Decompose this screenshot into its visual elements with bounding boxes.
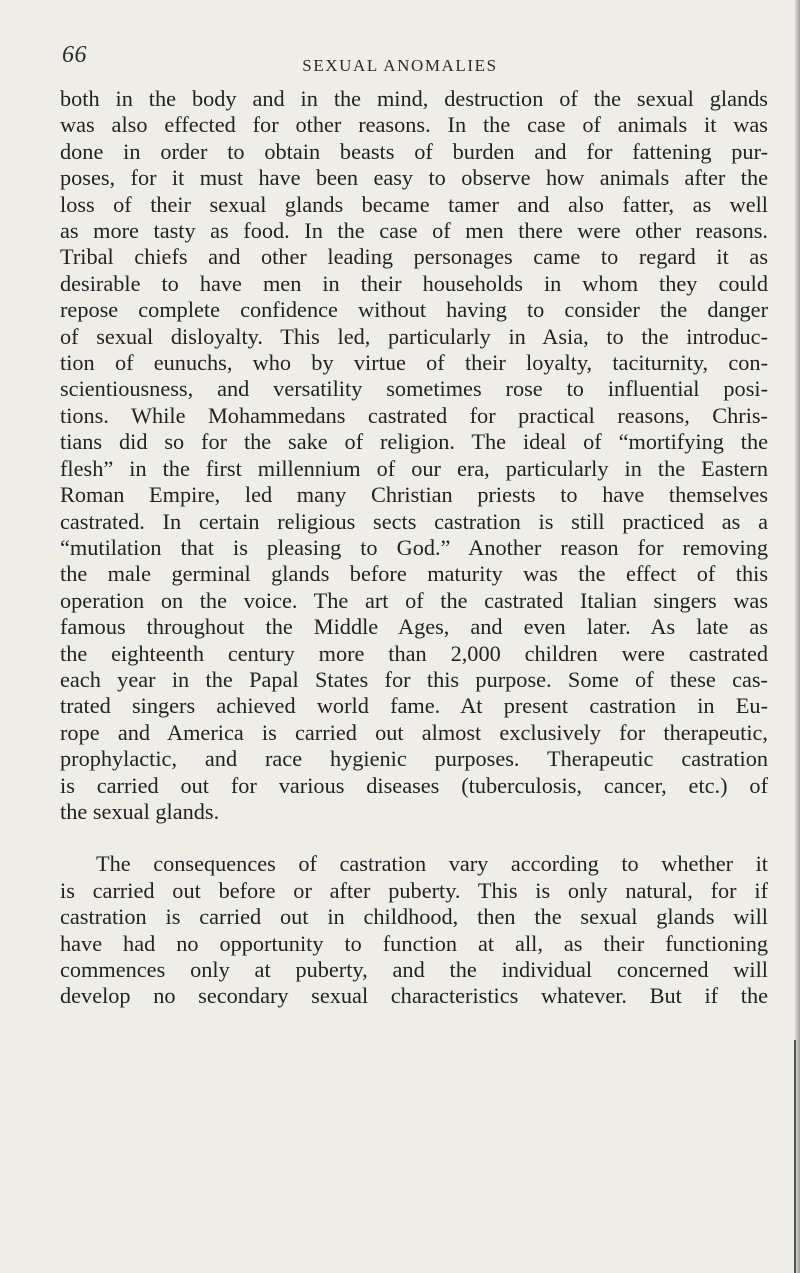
text-line: have had no opportunity to function at all, as their functioning [60, 930, 768, 956]
page-number: 66 [62, 42, 87, 68]
text-line: tion of eunuchs, who by virtue of their loyalty, taciturnity, con- [60, 350, 768, 376]
text-line: each year in the Papal States for this purpose. Some of these cas- [60, 666, 768, 692]
text-line: castration is carried out in childhood, then the sexual glands will [60, 904, 768, 930]
text-line: desirable to have men in their households in whom they could [60, 270, 768, 296]
text-line: the sexual glands. [60, 798, 220, 824]
text-line: castrated. In certain religious sects castration is still practiced as a [60, 508, 768, 534]
text-line: of sexual disloyalty. This led, particularly in Asia, to the introduc- [60, 323, 768, 349]
text-line: loss of their sexual glands became tamer and also fatter, as well [60, 191, 768, 217]
text-line: repose complete confidence without having to consider the danger [60, 297, 768, 323]
text-line: commences only at puberty, and the individual concerned will [60, 957, 768, 982]
running-head: SEXUAL ANOMALIES [302, 56, 498, 75]
text-line: is carried out before or after puberty. This is only natural, for if [60, 877, 768, 903]
text-line: was also effected for other reasons. In the case of animals it was [60, 112, 768, 138]
text-line: “mutilation that is pleasing to God.” Another reason for removing [60, 534, 768, 560]
text-line: flesh” in the first millennium of our era, particularly in the Eastern [60, 455, 768, 481]
text-line: the male germinal glands before maturity was the effect of this [60, 561, 768, 587]
text-line: as more tasty as food. In the case of men there were other reasons. [60, 218, 768, 244]
text-line: operation on the voice. The art of the castrated Italian singers was [60, 587, 768, 613]
body-text [60, 86, 768, 1010]
text-line: Tribal chiefs and other leading personages came to regard it as [60, 244, 768, 270]
text-line: The consequences of castration vary according to whether it [96, 851, 768, 877]
text-line: famous throughout the Middle Ages, and even later. As late as [60, 614, 768, 640]
text-line: develop no secondary sexual characteristics whatever. But if the [60, 983, 768, 1009]
text-line: the eighteenth century more than 2,000 children were castrated [60, 640, 768, 666]
text-line: prophylactic, and race hygienic purposes. Therapeutic castration [60, 746, 768, 772]
text-line: rope and America is carried out almost exclusively for therapeutic, [60, 719, 768, 745]
text-line: is carried out for various diseases (tuberculosis, cancer, etc.) of [60, 772, 768, 798]
text-line: poses, for it must have been easy to observe how animals after the [60, 165, 768, 191]
page-edge-line [794, 1040, 796, 1273]
text-line: tions. While Mohammedans castrated for practical reasons, Chris- [60, 402, 768, 428]
text-line: both in the body and in the mind, destruction of the sexual glands [60, 86, 768, 111]
text-line: tians did so for the sake of religion. The ideal of “mortifying the [60, 429, 768, 455]
paragraph [60, 851, 768, 1009]
text-line: done in order to obtain beasts of burden and for fattening pur- [60, 138, 768, 164]
paragraph [60, 86, 768, 825]
text-line: trated singers achieved world fame. At present castration in Eu- [60, 693, 768, 719]
text-line: scientiousness, and versatility sometimes rose to influential posi- [60, 376, 768, 402]
text-line: Roman Empire, led many Christian priests to have themselves [60, 482, 768, 508]
